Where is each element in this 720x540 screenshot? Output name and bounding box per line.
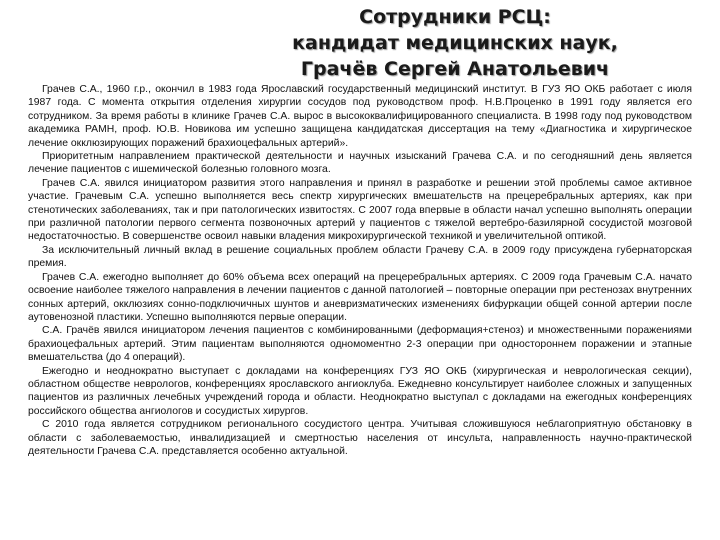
paragraph-operations: Грачев С.А. ежегодно выполняет до 60% объема всех операций на прецеребральных артериях. С 2009 года Грачевым С.А. начато освоение наиболее тяжелого направления в лечении пациентов с данной патологией – повторные операции при рестенозах внутренних сонных артерий, окклюзиях сонно-подключичных шунтов и аневризматических изменениях бифуркации общей сонной артерии после аутовенозной пластики. Успешно выполняются первые операции. bbox=[28, 271, 692, 323]
title-line-3: Грачёв Сергей Анатольевич bbox=[300, 58, 610, 80]
paragraph-initiator: Грачев С.А. явился инициатором развития этого направления и принял в разработке и решении этой проблемы самое активное участие. Грачевым С.А. успешно выполняется весь спектр хирургических вмешательств на прецеребральных артериях, как при стенотических заболеваниях, так и при патологических извитостях. С 2007 года впервые в области начал успешно выполнять операции при различной патологии первого сегмента позвоночных артерий у пациентов с тяжелой вертебро-базилярной сосудистой мозговой недостаточностью. В совершенстве освоил навыки владения микрохирургической техникой и увеличительной оптикой. bbox=[28, 177, 692, 243]
biography-text bbox=[28, 83, 692, 458]
page-title bbox=[250, 4, 660, 82]
paragraph-center: С 2010 года является сотрудником регионального сосудистого центра. Учитывая сложившуюся неблагоприятную обстановку в области с заболеваемостью, инвалидизацией и смертностью населения от инсульта, направленность научно-практической деятельности Грачева С.А. представляется особенно актуальной. bbox=[28, 419, 692, 457]
paragraph-award: За исключительный личный вклад в решение социальных проблем области Грачеву С.А. в 2009 году присуждена губернаторская премия. bbox=[28, 244, 692, 270]
paragraph-combined: С.А. Грачёв явился инициатором лечения пациентов с комбинированными (деформация+стеноз) и множественными поражениями брахиоцефальных артерий. Этим пациентам выполняются одномоментно 2-3 операции при одностороннем поражении и этапные вмешательства (до 4 операций). bbox=[28, 325, 692, 364]
paragraph-priority: Приоритетным направлением практической деятельности и научных изысканий Грачева С.А. и по сегодняшний день является лечение пациентов с ишемической болезнью головного мозга. bbox=[28, 151, 692, 176]
paragraph-education: Грачев С.А., 1960 г.р., окончил в 1983 года Ярославский государственный медицинский институт. В ГУЗ ЯО ОКБ работает с июля 1987 года. С момента открытия отделения хирургии сосудов под руководством проф. Н.В.Проценко в 1991 году является его сотрудником. За время работы в клинике Грачев С.А. вырос в высококвалифицированного специалиста. В 1998 году под руководством академика РАМН, проф. Ю.В. Новикова им успешно защищена кандидатская диссертация на тему «Диагностика и хирургическое лечение окклюзирующих поражений брахиоцефальных артерий». bbox=[28, 84, 692, 149]
title-line-1: Сотрудники РСЦ: bbox=[359, 6, 551, 28]
paragraph-reports: Ежегодно и неоднократно выступает с докладами на конференциях ГУЗ ЯО ОКБ (хирургическая и неврологическая секции), областном обществе неврологов, конференциях ярославского ангиоклуба. Ежедневно консультирует наиболее сложных и запущенных пациентов из различных лечебных учреждений города и области. Неоднократно выступал с докладами на ежегодных конференциях российского общества ангиологов и сосудистых хирургов. bbox=[28, 365, 692, 417]
title-line-2: кандидат медицинских наук, bbox=[292, 32, 618, 54]
